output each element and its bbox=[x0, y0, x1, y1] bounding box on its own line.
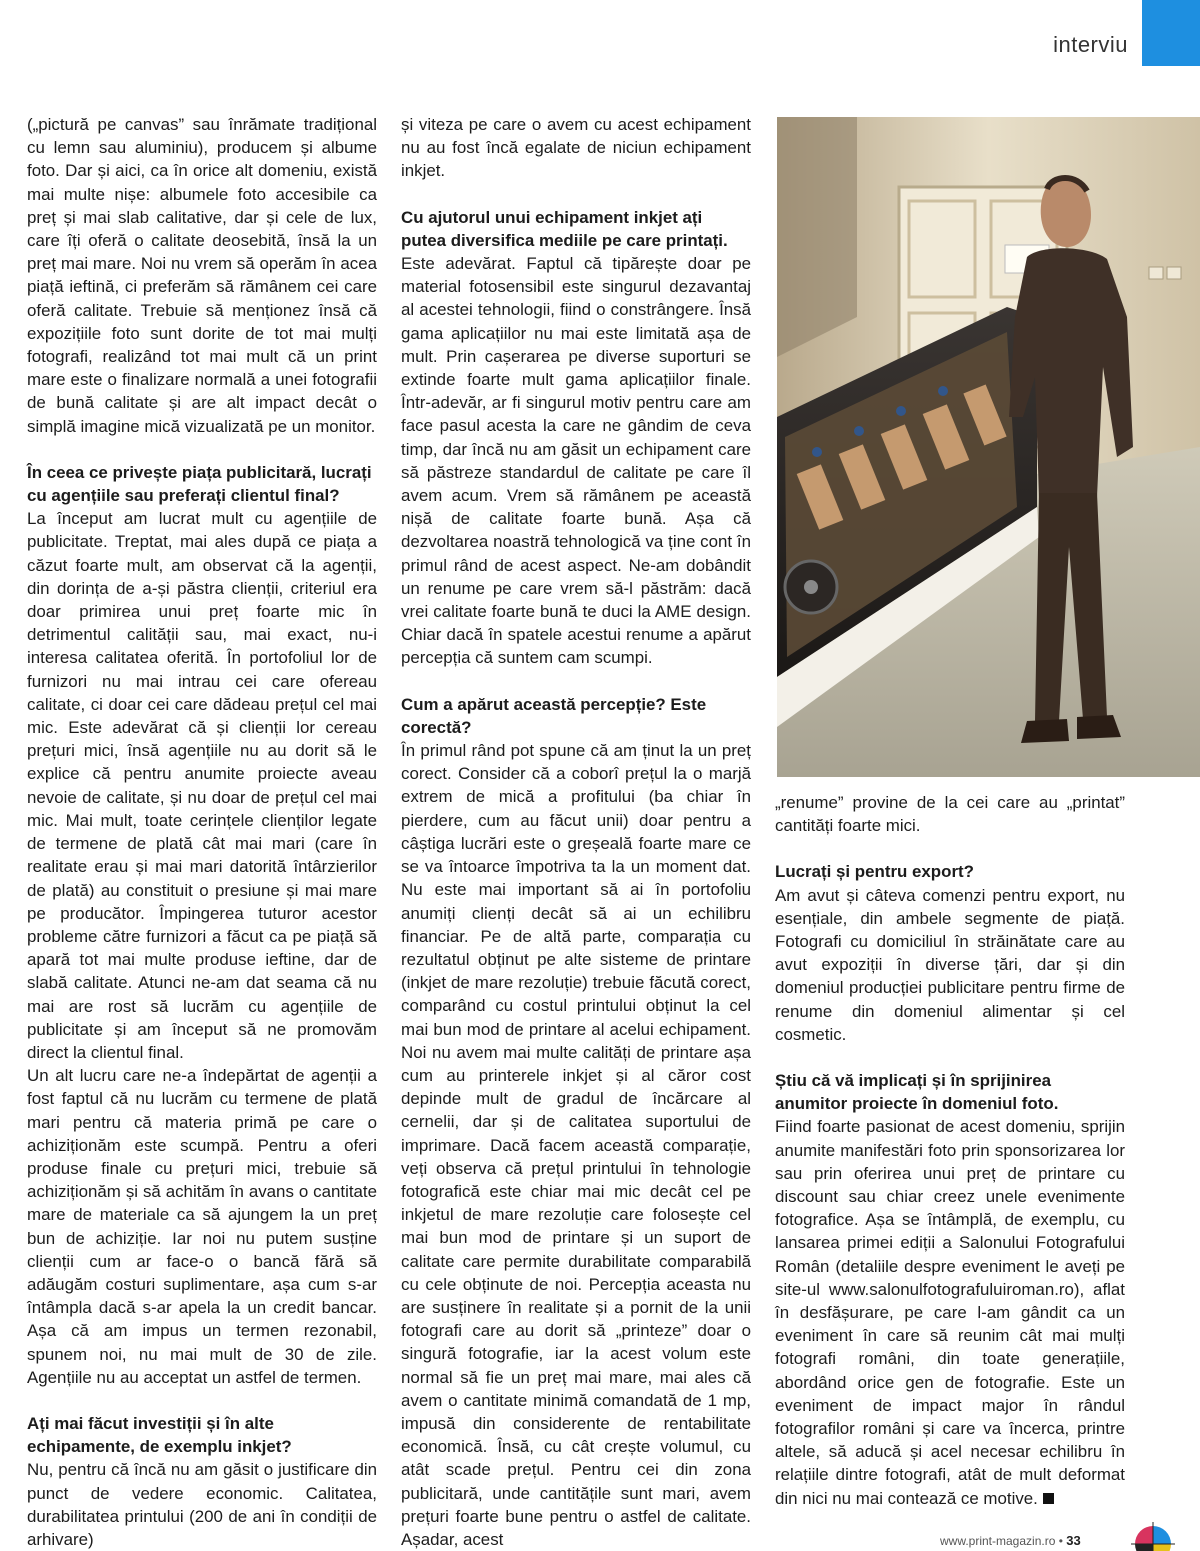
paragraph: și viteza pe care o avem cu acest echipament nu au fost încă egalate de niciun echipament inkjet. bbox=[401, 115, 751, 181]
footer-separator: • bbox=[1058, 1534, 1063, 1548]
paragraph: Un alt lucru care ne-a îndepărtat de agenții a fost faptul că nu lucrăm cu termene de plată mari pentru că materia primă pe care o achiziționăm este scumpă. Pentru a oferi produse finale cu prețuri mici, trebuie să achiziționăm și să achităm în avans o cantitate mare de materiale ca să ajungem la un preț bun de achiziție. Iar noi nu putem susține clienții cum ar face-o o bancă fără să adăugăm costuri suplimentare, așa cum s-ar întâmpla dacă s-ar apela la un credit bancar. Așa că am impus un termen rezonabil, spunem noi, nu mai mult de 30 de zile. Agențiile nu au acceptat un astfel de termen. bbox=[27, 1066, 377, 1387]
column-2 bbox=[401, 113, 751, 1551]
question-heading: Cu ajutorul unui echipament inkjet ați putea diversifica mediile pe care printați. bbox=[401, 207, 728, 250]
column-3 bbox=[775, 791, 1125, 1510]
paragraph: „renume” provine de la cei care au „printat” cantități foarte mici. bbox=[775, 793, 1125, 836]
interview-photo bbox=[777, 117, 1200, 777]
paragraph bbox=[775, 1115, 1125, 1509]
question-heading: Știu că vă implicați și în sprijinirea anumitor proiecte în domeniul foto. bbox=[775, 1071, 1059, 1114]
section-label: interviu bbox=[1053, 32, 1128, 57]
corner-color-block bbox=[1142, 0, 1200, 66]
question-heading: Lucrați și pentru export? bbox=[775, 862, 974, 882]
paragraph: Am avut și câteva comenzi pentru export, nu esențiale, din ambele segmente de piață. Fotografi cu domiciliul în străinătate care au avut expoziții în diverse țări, dar și din domeniul producției publicitare pentru firme de renume din domeniul alimentar și cel cosmetic. bbox=[775, 885, 1125, 1044]
paragraph: Nu, pentru că încă nu am găsit o justificare din punct de vedere economic. Calitatea, durabilitatea printului (200 de ani în condiții de arhivare) bbox=[27, 1460, 377, 1549]
registration-mark-icon bbox=[1131, 1522, 1175, 1551]
paragraph: În primul rând pot spune că am ținut la un preț corect. Consider că a coborî prețul la o marjă extrem de mică a profitului (ba chiar în pierdere, cum au făcut unii) doar pentru a câștiga lucrări este o greșeală foarte mare ce se va întoarce împotriva ta la un moment dat. Nu este mai important să ai în portofoliu anumiți clienți decât să ai un echilibru financiar. Pe de altă parte, comparația cu rezultatul obținut pe alte sisteme de printare (inkjet de mare rezoluție) trebuie făcută corect, comparând cu costul printului obținut la cel mai bun mod de printare al acelui echipament. Noi nu avem mai multe calități de printare așa cum au printerele inkjet și al căror cost depinde mult de gradul de încărcare al cernelii, dar și de calitatea suportului de imprimare. Dacă facem această comparație, veți observa că prețul printului în tehnologie fotografică este chiar mai mic decât cel pe inkjetul de mare rezoluție care folosește cel mai bun mod de printare și un suport de calitate care permite durabilitate comparabilă cu cele obținute de noi. Percepția aceasta nu are susținere în realitate și a pornit de la unii fotografi care au dorit să „printeze” doar o singură fotografie, iar la acest volum este normal să fie un preț mai mare, mai ales că avem o cantitate minimă comandată de 1 mp, impusă din considerente de rentabilitate economică. Însă, cu cât crește volumul, cu atât scade prețul. Pentru cei din zona publicitară, unde cantitățile sunt mari, avem prețuri foarte bune pentru o astfel de calitate. Așadar, acest bbox=[401, 741, 751, 1549]
page-number: 33 bbox=[1066, 1533, 1081, 1548]
question-heading: Cum a apărut această percepție? Este corectă? bbox=[401, 694, 707, 737]
paragraph: („pictură pe canvas” sau înrămate tradițional cu lemn sau aluminiu), producem și albume foto. Dar și aici, ca în orice alt domeniu, există mai multe nișe: albumele foto accesibile ca preț și mai slab calitative, dar și cele de lux, care îți oferă o calitate deosebită, însă la un preț mai mare. Noi nu vrem să operăm în acea piață ieftină, ci preferăm să rămânem cei care oferă calitate. Trebuie să menționez însă că expozițiile foto sunt dorite de tot mai mulți fotografi, realizând tot mai mult că un print mare este o finalizare normală a unei fotografii de bună calitate și are alt impact decât o simplă imagine mică vizualizată pe un monitor. bbox=[27, 115, 377, 436]
website-url: www.print-magazin.ro bbox=[940, 1534, 1056, 1548]
paragraph-text: Fiind foarte pasionat de acest domeniu, sprijin anumite manifestări foto prin sponsorizarea lor sau prin oferirea unui preț de printare cu discount sau chiar creez unele evenimente fotografice. Așa se întâmplă, de exemplu, cu lansarea primei ediții a Salonului Fotografului Român (detaliile despre eveniment le aveți pe site-ul www.salonulfotografuluiroman.ro), aflat în desfășurare, pe care l-am gândit ca un eveniment în care să reunim cât mai mulți fotografi români, din toate generațiile, abordând orice gen de fotografie. Este un eveniment de impact major în rândul fotografilor români și care va încerca, printre altele, să aducă și acel necesar echilibru în relațiile dintre fotografi, atât de mult deformat din nici nu mai contează ce motive. bbox=[775, 1117, 1125, 1508]
question-heading: În ceea ce privește piața publicitară, lucrați cu agențiile sau preferați clientul final? bbox=[27, 462, 372, 506]
end-mark-icon bbox=[1043, 1493, 1054, 1504]
footer bbox=[940, 1533, 1081, 1548]
paragraph: La început am lucrat mult cu agențiile de publicitate. Treptat, mai ales după ce piața a căzut foarte mult, am observat că la agenții, din dorința de a-și păstra clienții, criteriul era doar primirea unui preț foarte mic în detrimentul calității sau, mai exact, nu-i interesa calitatea oferită. În portofoliul lor de furnizori nu mai intrau cei care ofereau calitate, ci doar cei care dădeau prețul cel mai mic. Este adevărat că și clienții lor cereau prețuri mici, însă agențiile nu au dorit să le explice că pentru anumite proiecte aveau nevoie de calitate, și nu doar de prețul cel mai mic. Mai mult, toate cerințele clienților legate de termene de plată cât mai mari (care în realitate erau și mai mari datorită întârzierilor de plată) au constituit o presiune și mai mare pe producător. Împingerea tuturor acestor probleme către furnizori a făcut ca pe piață să apară tot mai multe produse ieftine, dar de slabă calitate. Atunci ne-am dat seama că nu mai are rost să lucrăm cu agențiile de publicitate și am început să ne promovăm direct la clientul final. bbox=[27, 509, 377, 1062]
photo-illustration bbox=[777, 117, 1200, 777]
paragraph: Este adevărat. Faptul că tipărește doar pe material fotosensibil este singurul dezavantaj al acestei tehnologii, fiind o constrângere. Însă gama aplicațiilor nu mai este limitată așa de mult. Prin cașerarea pe diverse suporturi se extinde foarte mult gama aplicațiilor finale. Într-adevăr, ar fi singurul motiv pentru care am face pasul acesta la care ne gândim de ceva timp, dar încă nu am găsit un echipament care să păstreze standardul de calitate pe care îl avem acum. Vrem să rămânem pe această nișă de calitate foarte bună. Așa că dezvoltarea noastră tehnologică va ține cont în primul rând de acest aspect. Ne-am dobândit un renume pe care vrem să-l păstrăm: dacă vrei calitate foarte bună te duci la AME design. Chiar dacă în spatele acestui renume a apărut percepția că suntem cam scumpi. bbox=[401, 254, 751, 668]
question-heading: Ați mai făcut investiții și în alte echipamente, de exemplu inkjet? bbox=[27, 1413, 292, 1457]
column-1 bbox=[27, 113, 377, 1551]
